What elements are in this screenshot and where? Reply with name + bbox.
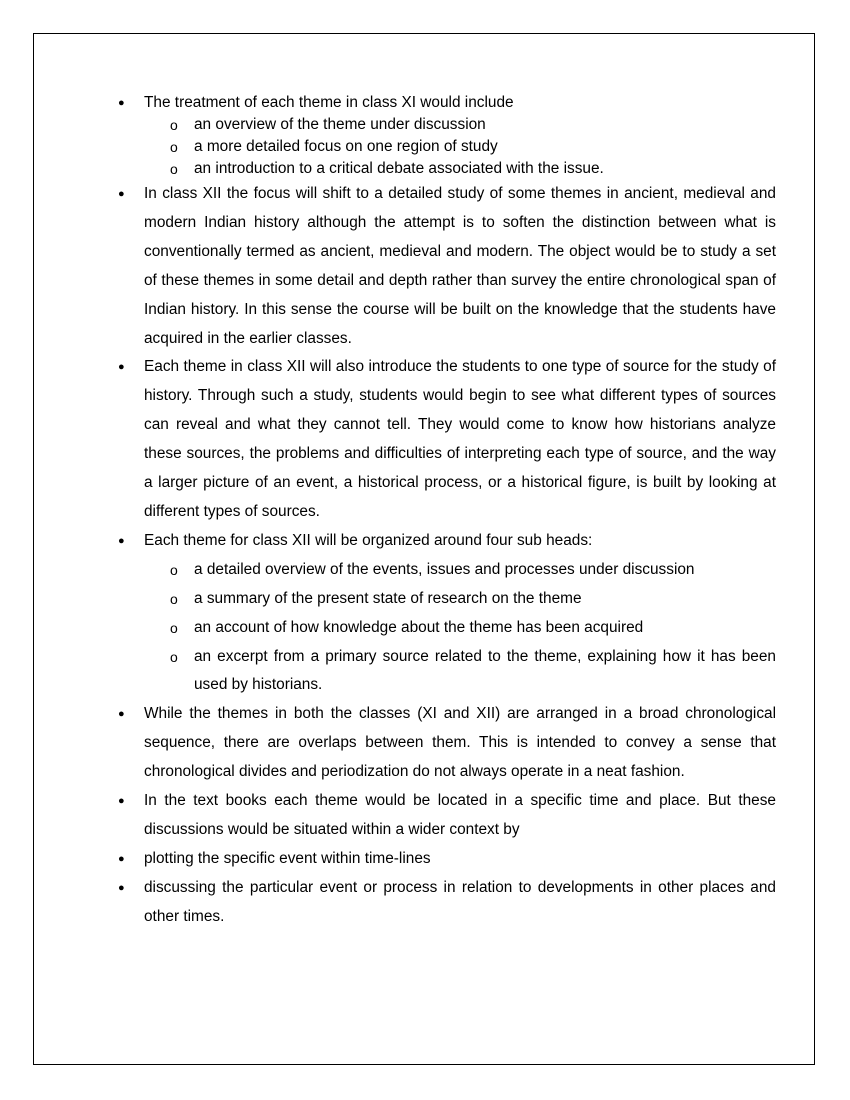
list-item: ● The treatment of each theme in class XI would include: [144, 92, 776, 114]
list-item: ● In class XII the focus will shift to a detailed study of some themes in ancient, medieval and modern Indian history although the attempt is to soften the distinction between what is conventionally termed as ancient, medieval and modern. The object would be to study a set of these themes in some detail and depth rather than survey the entire chronological span of Indian history. In this sense the course will be built on the knowledge that the students have acquired in the earlier classes.: [144, 180, 776, 353]
sub-list-item: o an account of how knowledge about the theme has been acquired: [194, 614, 776, 643]
list-item: ● While the themes in both the classes (XI and XII) are arranged in a broad chronological sequence, there are overlaps between them. This is intended to convey a sense that chronological divides and periodization do not always operate in a neat fashion.: [144, 700, 776, 787]
sub-list-item: o an excerpt from a primary source related to the theme, explaining how it has been used by historians.: [194, 643, 776, 701]
sub-list-item: o a summary of the present state of research on the theme: [194, 585, 776, 614]
sub-list-item: o an introduction to a critical debate associated with the issue.: [194, 158, 776, 180]
sub-list-item: o a detailed overview of the events, issues and processes under discussion: [194, 556, 776, 585]
list-item: ● Each theme for class XII will be organized around four sub heads:: [144, 527, 776, 556]
list-item: ● In the text books each theme would be located in a specific time and place. But these discussions would be situated within a wider context by: [144, 787, 776, 845]
list-item: ● discussing the particular event or process in relation to developments in other places and other times.: [144, 874, 776, 932]
list-item: ● Each theme in class XII will also introduce the students to one type of source for the study of history. Through such a study, students would begin to see what different types of sources can reveal and what they cannot tell. They would come to know how historians analyze these sources, the problems and difficulties of interpreting each type of source, and the way a larger picture of an event, a historical process, or a historical figure, is built by looking at different types of sources.: [144, 353, 776, 526]
sub-list-item: o an overview of the theme under discussion: [194, 114, 776, 136]
list-item: ● plotting the specific event within time-lines: [144, 845, 776, 874]
document-body: [144, 92, 776, 932]
sub-list-item: o a more detailed focus on one region of study: [194, 136, 776, 158]
